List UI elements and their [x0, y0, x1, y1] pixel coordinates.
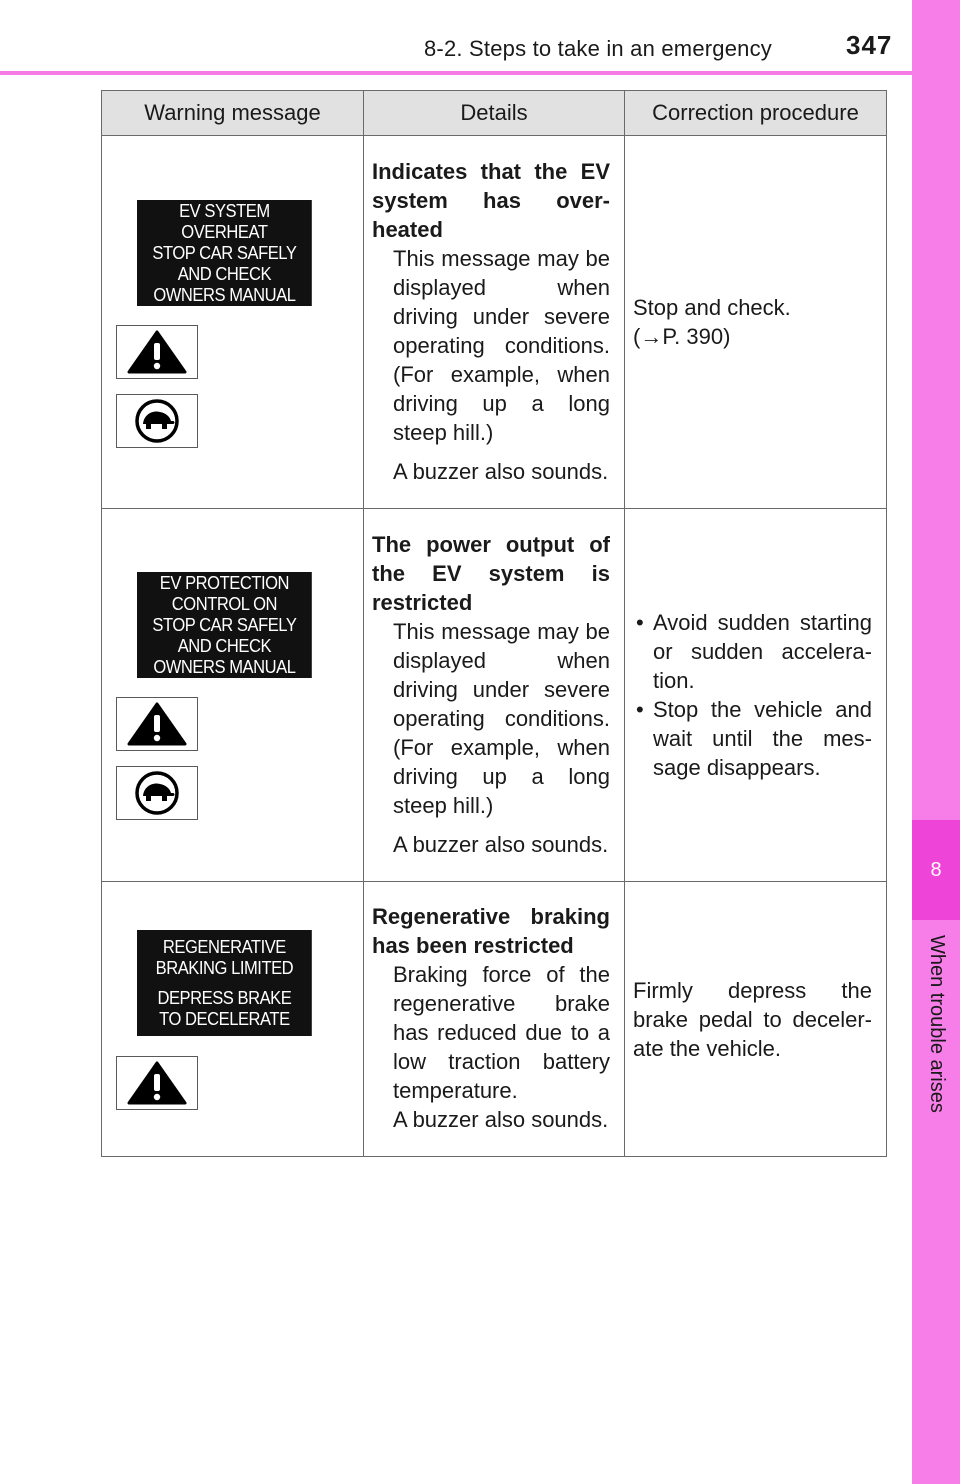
detail-text: This message may be displayed when driving under severe operating conditions. (For example, when driving up a long steep hill.)	[393, 245, 610, 445]
table-row	[102, 136, 887, 509]
display-line: BRAKING LIMITED	[155, 957, 294, 978]
display-line: EV SYSTEM	[179, 200, 270, 221]
table-row	[102, 882, 887, 1157]
correction-reference: (→P. 390)	[633, 324, 731, 349]
display-line: OWNERS MANUAL	[153, 656, 296, 677]
chapter-label: When trouble arises	[926, 935, 948, 1113]
details-cell	[364, 882, 625, 1157]
section-title: 8-2. Steps to take in an emergency	[424, 36, 772, 61]
detail-text: Braking force of the regenerative brake has reduced due to a low traction battery temperature.	[393, 962, 610, 1103]
details-cell	[364, 136, 625, 509]
warning-exclamation-icon	[116, 1056, 198, 1110]
display-line: OWNERS MANUAL	[153, 284, 296, 305]
display-line: AND CHECK	[177, 263, 272, 284]
display-line: AND CHECK	[177, 635, 272, 656]
warning-message-table	[101, 90, 887, 1157]
header-correction-procedure: Correction procedure	[625, 91, 887, 136]
buzzer-text: A buzzer also sounds.	[393, 1107, 609, 1132]
detail-title: Regenerative braking has been restricted	[372, 904, 610, 958]
display-line: EV PROTECTION	[159, 572, 290, 593]
warning-message-cell	[102, 882, 364, 1157]
display-line: TO DECELERATE	[159, 1008, 290, 1029]
detail-text: This message may be displayed when driving under severe operating conditions. (For example, when driving up a long steep hill.)	[393, 618, 610, 818]
ev-protection-control-display	[137, 572, 312, 678]
buzzer-text: A buzzer also sounds.	[393, 458, 609, 484]
correction-cell	[625, 136, 887, 509]
header-details: Details	[364, 91, 625, 136]
detail-title: Indicates that the EV system has over-heated	[372, 158, 610, 242]
correction-cell	[625, 509, 887, 882]
header-warning-message: Warning message	[102, 91, 364, 136]
display-line: STOP CAR SAFELY	[152, 242, 297, 263]
detail-title: The power output of the EV system is restricted	[372, 531, 610, 615]
correction-list	[633, 608, 872, 782]
table-row	[102, 509, 887, 882]
warning-message-cell	[102, 136, 364, 509]
regenerative-braking-display	[137, 930, 312, 1036]
turtle-power-limit-icon	[116, 766, 198, 820]
buzzer-text: A buzzer also sounds.	[393, 831, 609, 857]
warning-message-cell	[102, 509, 364, 882]
ev-system-overheat-display	[137, 200, 312, 306]
table-header-row	[102, 91, 887, 136]
page-header	[0, 0, 912, 76]
display-line: OVERHEAT	[181, 221, 268, 242]
warning-exclamation-icon	[116, 697, 198, 751]
display-line: DEPRESS BRAKE	[157, 987, 292, 1008]
correction-cell	[625, 882, 887, 1157]
display-line: STOP CAR SAFELY	[152, 614, 297, 635]
correction-text: Firmly depress the brake pedal to deceler-ate the vehicle.	[633, 977, 872, 1061]
correction-text: Stop and check.	[633, 295, 791, 320]
chapter-number: 8	[912, 820, 960, 920]
header-rule	[0, 71, 912, 75]
details-cell	[364, 509, 625, 882]
display-line: REGENERATIVE	[162, 936, 286, 957]
list-item: • Avoid sudden starting or sudden accelera-tion.	[633, 608, 872, 695]
page-number: 347	[846, 30, 893, 60]
display-line: CONTROL ON	[171, 593, 277, 614]
warning-exclamation-icon	[116, 325, 198, 379]
list-item: • Stop the vehicle and wait until the mes-sage disappears.	[633, 695, 872, 782]
chapter-side-tab	[912, 0, 960, 1484]
turtle-power-limit-icon	[116, 394, 198, 448]
display-spacer	[137, 979, 312, 988]
